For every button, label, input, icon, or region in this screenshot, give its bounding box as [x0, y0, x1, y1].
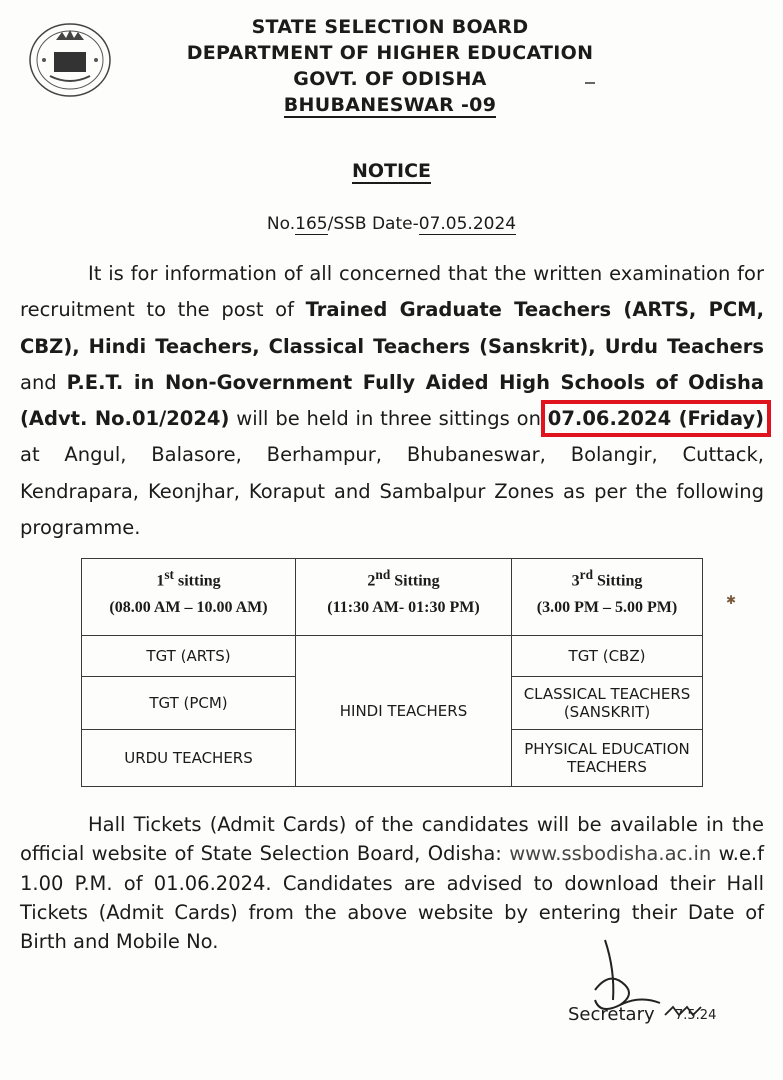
table-cell: HINDI TEACHERS: [296, 636, 512, 787]
website-text: www.ssbodisha.ac.in: [509, 842, 712, 866]
sitting-word: Sitting: [394, 572, 440, 590]
sitting-num: 2: [367, 572, 376, 590]
table-cell: TGT (CBZ): [512, 636, 703, 677]
letterhead: [110, 14, 670, 118]
p2-text-b: w.e.f 1.00 P.M. of 01.06.2024. Candidates are advised to download their Hall Tickets (Admit Cards) from the above website by entering their Date of Birth and Mobile No.: [20, 842, 764, 954]
p1-posts: Trained Graduate Teachers (ARTS, PCM, CBZ), Hindi Teachers, Classical Teachers (Sanskrit), Urdu Teachers: [20, 298, 764, 358]
svg-text:7.5.24: 7.5.24: [675, 1008, 717, 1023]
p1-text-a: It is for information of all concerned that the written examination for recruitment to the post of: [20, 262, 764, 322]
sitting-sup: nd: [375, 567, 391, 582]
notice-no-value: 165: [295, 214, 328, 234]
sitting-num: 1: [156, 572, 165, 590]
sitting-time: (08.00 AM – 10.00 AM): [109, 599, 268, 616]
notice-number-line: [0, 214, 783, 234]
sitting-word: sitting: [177, 572, 221, 590]
table-cell: CLASSICAL TEACHERS (SANSKRIT): [512, 677, 703, 730]
govt-name: GOVT. OF ODISHA: [293, 68, 487, 90]
p1-text-e: will be held in three sittings on: [229, 407, 548, 431]
p2-text-a: Hall Tickets (Admit Cards) of the candidates will be available in the official website of State Selection Board, Odisha:: [20, 813, 764, 866]
notice-no-prefix: No.: [266, 214, 296, 234]
notice-heading: [0, 160, 783, 182]
notice-title: NOTICE: [351, 160, 431, 182]
secretary-label: Secretary: [568, 1004, 655, 1025]
sitting-sup: st: [164, 567, 174, 582]
notice-date: 07.05.2024: [418, 214, 517, 234]
sitting-1-header: [82, 559, 296, 636]
paragraph-1: [20, 256, 764, 546]
notice-no-mid: /SSB Date-: [327, 214, 419, 234]
odisha-emblem-icon: [26, 18, 114, 98]
sitting-3-header: [512, 559, 703, 636]
table-cell: URDU TEACHERS: [82, 730, 296, 787]
table-cell: TGT (ARTS): [82, 636, 296, 677]
department-name: DEPARTMENT OF HIGHER EDUCATION: [186, 42, 594, 64]
sitting-sup: rd: [579, 567, 593, 582]
sitting-num: 3: [571, 572, 580, 590]
table-cell: TGT (PCM): [82, 677, 296, 730]
city-name: BHUBANESWAR -09: [283, 94, 497, 116]
programme-table: [81, 558, 703, 787]
p1-pet: P.E.T. in Non-Government Fully Aided High Schools of Odisha (Advt. No.01/2024): [20, 370, 764, 431]
sitting-time: (11:30 AM- 01:30 PM): [327, 599, 480, 616]
exam-date-highlight: 07.06.2024 (Friday): [547, 407, 765, 431]
p1-text-c: and: [20, 370, 67, 394]
sitting-word: Sitting: [597, 572, 643, 590]
board-name: STATE SELECTION BOARD: [251, 16, 529, 38]
sitting-time: (3.00 PM – 5.00 PM): [536, 599, 678, 616]
p1-text-f: at Angul, Balasore, Berhampur, Bhubaneswar, Bolangir, Cuttack, Kendrapara, Keonjhar, Koraput and Sambalpur Zones as per the following programme.: [20, 443, 764, 540]
sitting-2-header: [296, 559, 512, 636]
ink-mark: ✱: [726, 593, 737, 607]
table-cell: PHYSICAL EDUCATION TEACHERS: [512, 730, 703, 787]
